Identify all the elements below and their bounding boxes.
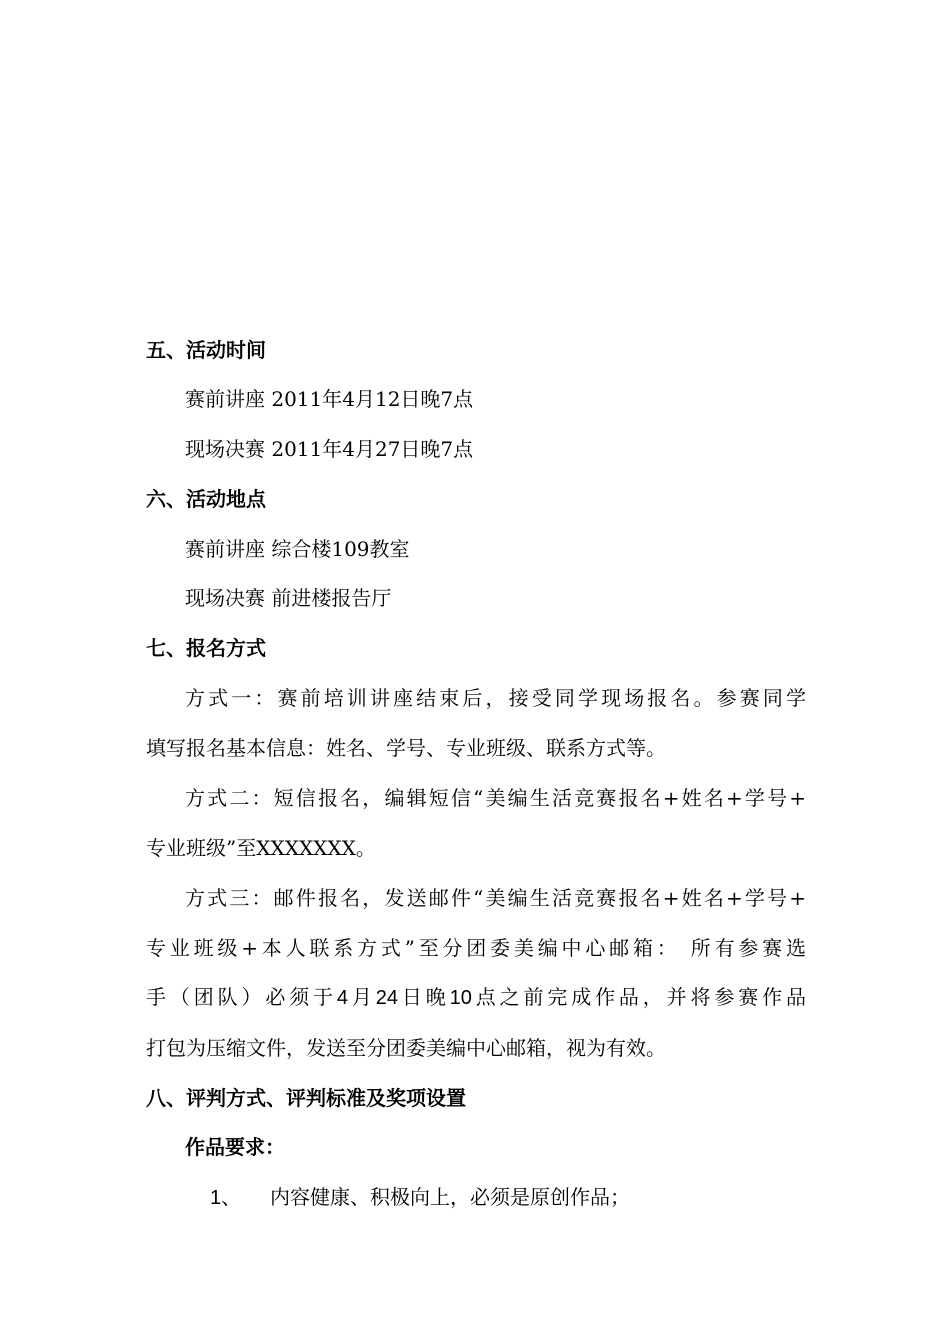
signup-method3-line1: 方式三：邮件报名，发送邮件“美编生活竞赛报名+姓名+学号+ [185, 886, 806, 910]
signup-method2-line2: 专业班级”至XXXXXXX。 [146, 836, 376, 860]
place-line-final: 现场决赛 前进楼报告厅 [185, 586, 392, 610]
signup-method1-line2: 填写报名基本信息：姓名、学号、专业班级、联系方式等。 [146, 736, 666, 760]
section-heading-time: 五、活动时间 [146, 338, 266, 362]
place-line-lecture: 赛前讲座 综合楼109教室 [185, 537, 410, 561]
time-line-lecture: 赛前讲座 2011年4月12日晚7点 [185, 387, 474, 411]
section-heading-place: 六、活动地点 [146, 487, 266, 511]
list-item-number: 1、 [210, 1187, 242, 1209]
signup-method3-line4: 打包为压缩文件，发送至分团委美编中心邮箱，视为有效。 [146, 1036, 666, 1060]
list-item-text: 内容健康、积极向上，必须是原创作品； [270, 1185, 630, 1209]
section-heading-signup: 七、报名方式 [146, 636, 266, 660]
signup-method1-line1: 方式一：赛前培训讲座结束后，接受同学现场报名。参赛同学 [185, 686, 806, 710]
signup-method3-line2: 专业班级+本人联系方式”至分团委美编中心邮箱： 所有参赛选 [146, 936, 806, 960]
signup-method3-line3: 手（团队）必须于4月24日晚10点之前完成作品，并将参赛作品 [146, 987, 806, 1009]
section-heading-judging: 八、评判方式、评判标准及奖项设置 [146, 1086, 466, 1110]
judging-subheading: 作品要求： [185, 1135, 285, 1159]
time-line-final: 现场决赛 2011年4月27日晚7点 [185, 437, 474, 461]
list-item [210, 1183, 630, 1212]
signup-method2-line1: 方式二：短信报名，编辑短信“美编生活竞赛报名+姓名+学号+ [185, 786, 806, 810]
